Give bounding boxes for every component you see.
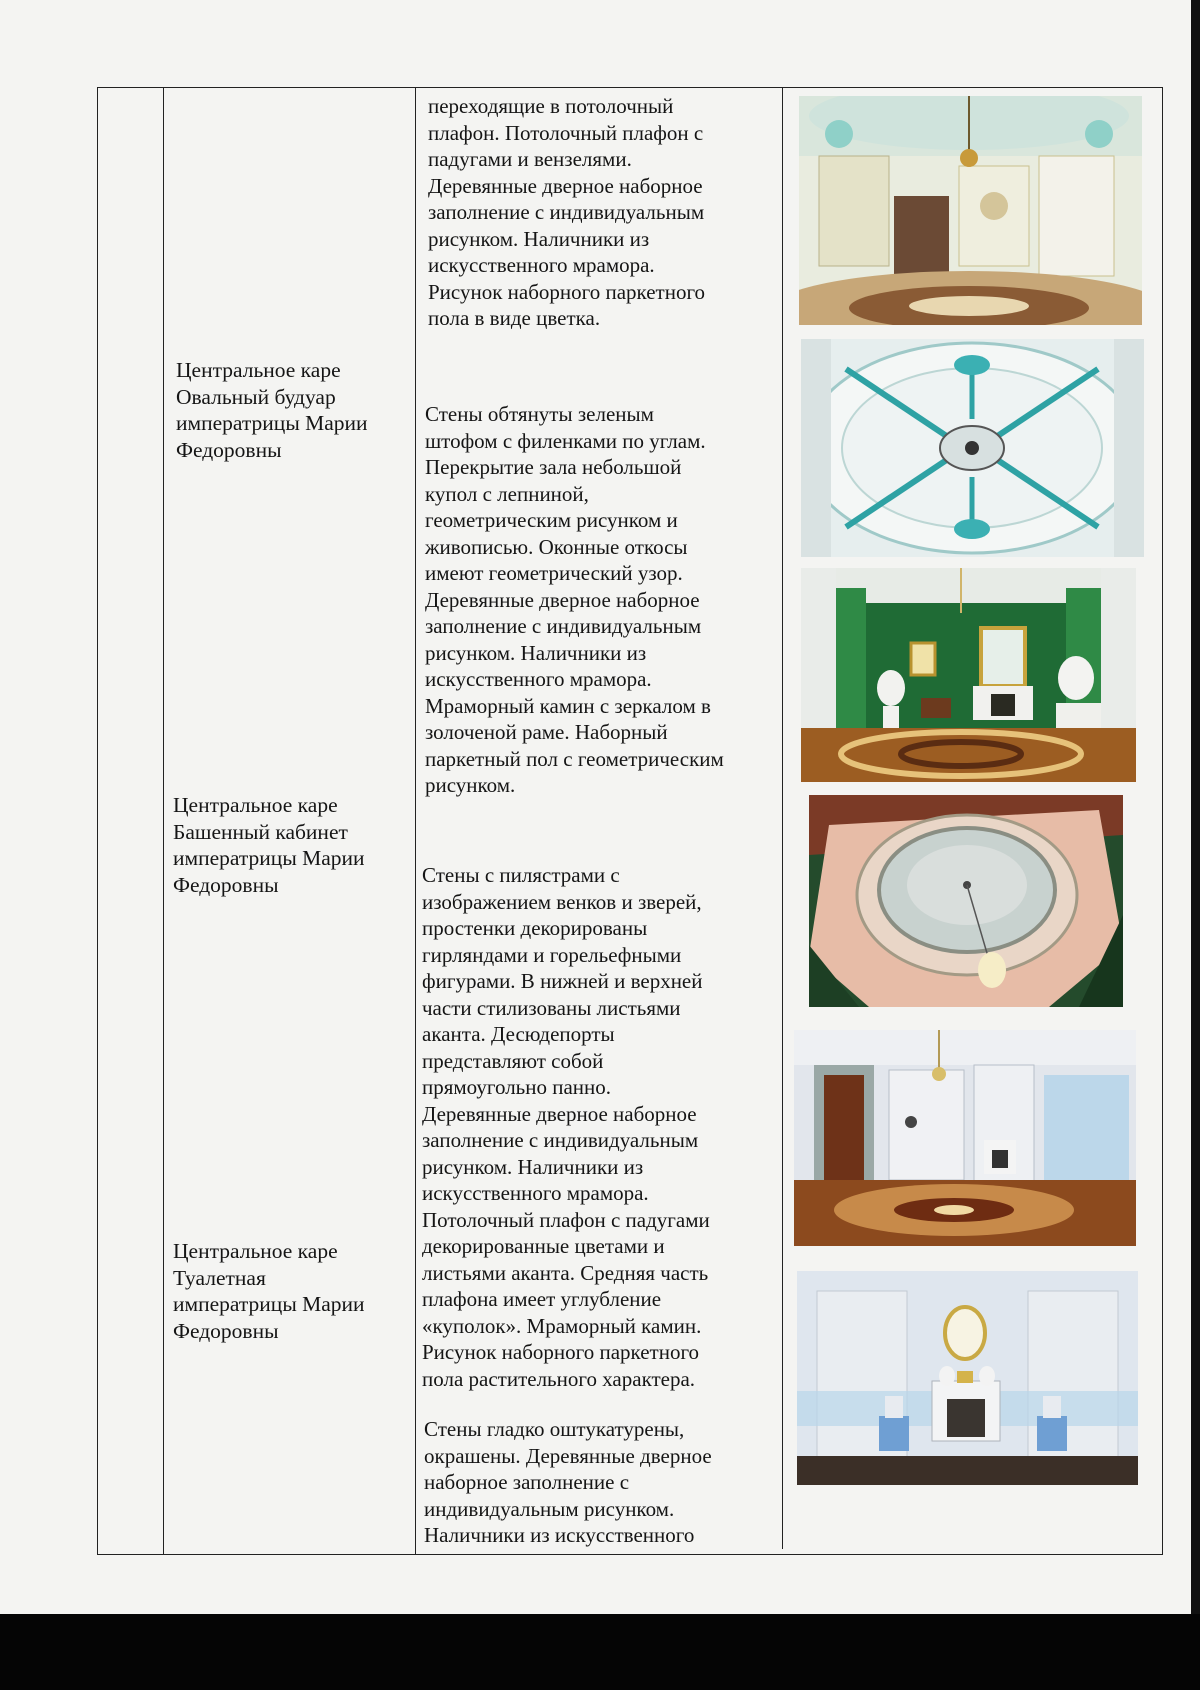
photo-tower-cabinet-ceiling: [809, 795, 1123, 1007]
description-tower-cabinet: Стены с пилястрами с изображением венков и зверей, простенки декорированы гирляндами и горельефными фигурами. В нижней и верхней части стилизованы листьями аканта. Десюдепорты представляют собой прямоугольно панно. Деревянные дверное наборное заполнение с индивидуальным рисунком. Наличники из искусственного мрамора. Потолочный плафон с падугами декорированные цветами и листьями аканта. Средняя часть плафона имеет углубление «куполок». Мраморный камин. Рисунок наборного паркетного пола растительного характера.: [422, 863, 710, 1391]
scan-edge-shadow: [1191, 0, 1200, 1614]
photo-toilet-room-interior: [794, 1030, 1136, 1246]
table-column-divider-2: [415, 87, 416, 1555]
table-column-divider-3: [782, 87, 783, 1549]
scan-bottom-band: [0, 1614, 1200, 1690]
room-name-tower-cabinet: Центральное каре Башенный кабинет императрицы Марии Федоровны: [173, 793, 365, 897]
description-oval-boudoir: Стены обтянуты зеленым штофом с филенками по углам. Перекрытие зала небольшой купол с лепниной, геометрическим рисунком и живописью. Оконные откосы имеют геометрический узор. Деревянные дверное наборное заполнение с индивидуальным рисунком. Наличники из искусственного мрамора. Мраморный камин с зеркалом в золоченой раме. Наборный паркетный пол с геометрическим рисунком.: [425, 402, 724, 797]
room-name-toilet-room: Центральное каре Туалетная императрицы Марии Федоровны: [173, 1239, 365, 1343]
description-continued: переходящие в потолочный плафон. Потолочный плафон с падугами и вензелями. Деревянные дверное наборное заполнение с индивидуальным рисунком. Наличники из искусственного мрамора. Рисунок наборного паркетного пола в виде цветка.: [428, 94, 706, 330]
photo-oval-boudoir-ceiling: [801, 339, 1144, 557]
photo-toilet-room-fireplace: [797, 1271, 1138, 1485]
room-name-oval-boudoir: Центральное каре Овальный будуар императрицы Марии Федоровны: [176, 358, 368, 462]
table-column-divider-1: [163, 87, 164, 1555]
photo-oval-boudoir-interior: [799, 96, 1142, 325]
description-toilet-room: Стены гладко оштукатурены, окрашены. Деревянные дверное наборное заполнение с индивидуальным рисунком. Наличники из искусственного: [424, 1417, 712, 1547]
photo-tower-cabinet-interior: [801, 568, 1136, 782]
